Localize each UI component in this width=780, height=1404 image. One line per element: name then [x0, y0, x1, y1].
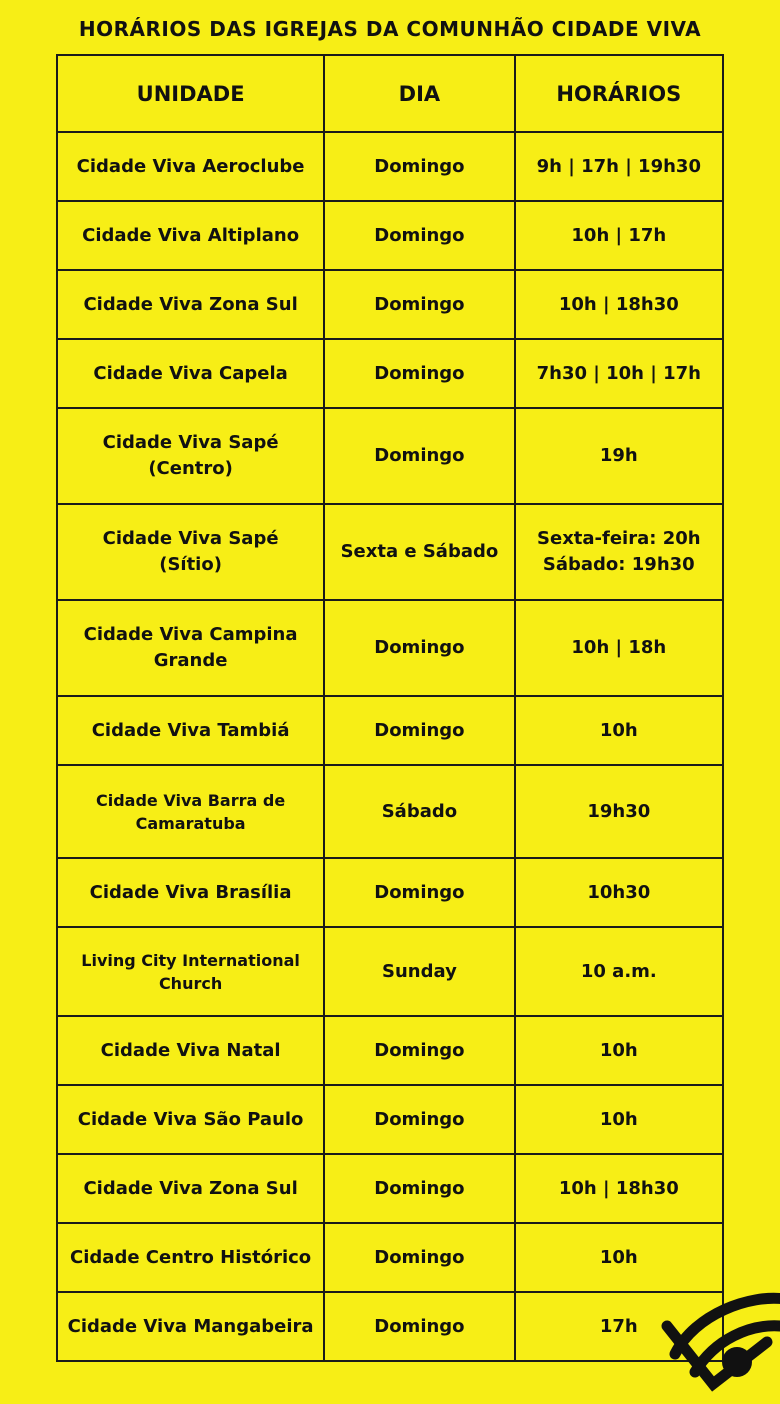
day-cell: Domingo	[325, 859, 515, 926]
times-cell: 7h30 | 10h | 17h	[516, 340, 724, 407]
times-cell: 19h	[516, 409, 724, 503]
day-cell: Domingo	[325, 202, 515, 269]
day-cell: Domingo	[325, 271, 515, 338]
unit-cell: Cidade Viva Aeroclube	[58, 133, 325, 200]
page-title: HORÁRIOS DAS IGREJAS DA COMUNHÃO CIDADE VIVA	[78, 17, 702, 41]
unit-cell: Living City International Church	[58, 928, 325, 1015]
times-cell: 10h	[516, 697, 724, 764]
times-cell: 10h	[516, 1224, 724, 1291]
times-cell: Sexta-feira: 20h Sábado: 19h30	[516, 505, 724, 599]
unit-cell: Cidade Viva Brasília	[58, 859, 325, 926]
table-row	[58, 133, 724, 202]
day-cell: Domingo	[325, 1017, 515, 1084]
table-row	[58, 505, 724, 601]
day-cell: Sunday	[325, 928, 515, 1015]
times-cell: 10h | 17h	[516, 202, 724, 269]
table-row	[58, 859, 724, 928]
table-row	[58, 601, 724, 697]
unit-cell: Cidade Viva Campina Grande	[58, 601, 325, 695]
times-cell: 19h30	[516, 766, 724, 857]
unit-cell: Cidade Viva Altiplano	[58, 202, 325, 269]
unit-cell: Cidade Viva Capela	[58, 340, 325, 407]
table-row	[58, 1293, 724, 1362]
times-cell: 10 a.m.	[516, 928, 724, 1015]
table-row	[58, 409, 724, 505]
unit-cell: Cidade Viva Natal	[58, 1017, 325, 1084]
unit-cell: Cidade Viva Tambiá	[58, 697, 325, 764]
unit-cell: Cidade Viva Zona Sul	[58, 271, 325, 338]
day-cell: Domingo	[325, 1155, 515, 1222]
day-cell: Domingo	[325, 1293, 515, 1360]
unit-cell: Cidade Viva Sapé (Sítio)	[58, 505, 325, 599]
table-row	[58, 766, 724, 859]
header-times: HORÁRIOS	[516, 56, 724, 131]
header-unit: UNIDADE	[58, 56, 325, 131]
unit-cell: Cidade Viva Barra de Camaratuba	[58, 766, 325, 857]
day-cell: Domingo	[325, 601, 515, 695]
schedule-table	[56, 54, 724, 1362]
times-cell: 10h30	[516, 859, 724, 926]
table-row	[58, 928, 724, 1017]
table-row	[58, 1017, 724, 1086]
unit-cell: Cidade Viva Sapé (Centro)	[58, 409, 325, 503]
times-cell: 10h | 18h30	[516, 271, 724, 338]
cidade-viva-logo-icon	[655, 1284, 780, 1404]
times-cell: 10h	[516, 1086, 724, 1153]
day-cell: Domingo	[325, 340, 515, 407]
day-cell: Domingo	[325, 697, 515, 764]
unit-cell: Cidade Viva São Paulo	[58, 1086, 325, 1153]
day-cell: Domingo	[325, 409, 515, 503]
day-cell: Domingo	[325, 1086, 515, 1153]
times-cell: 9h | 17h | 19h30	[516, 133, 724, 200]
unit-cell: Cidade Viva Zona Sul	[58, 1155, 325, 1222]
table-row	[58, 1155, 724, 1224]
day-cell: Domingo	[325, 1224, 515, 1291]
day-cell: Domingo	[325, 133, 515, 200]
table-row	[58, 271, 724, 340]
table-row	[58, 340, 724, 409]
times-cell: 17h	[516, 1293, 724, 1360]
unit-cell: Cidade Viva Mangabeira	[58, 1293, 325, 1360]
day-cell: Sábado	[325, 766, 515, 857]
unit-cell: Cidade Centro Histórico	[58, 1224, 325, 1291]
table-row	[58, 202, 724, 271]
times-cell: 10h	[516, 1017, 724, 1084]
table-row	[58, 1224, 724, 1293]
times-cell: 10h | 18h30	[516, 1155, 724, 1222]
times-cell: 10h | 18h	[516, 601, 724, 695]
day-cell: Sexta e Sábado	[325, 505, 515, 599]
header-day: DIA	[325, 56, 515, 131]
table-header-row	[58, 56, 724, 133]
table-row	[58, 1086, 724, 1155]
table-row	[58, 697, 724, 766]
